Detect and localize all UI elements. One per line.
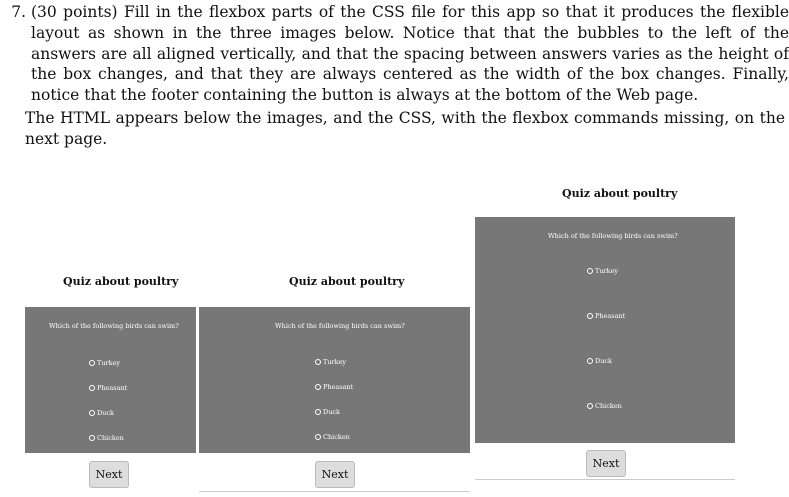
answer-option[interactable]: Duck	[315, 408, 340, 416]
answer-option[interactable]: Duck	[89, 409, 114, 417]
next-button[interactable]: Next	[586, 450, 626, 477]
answer-option[interactable]: Pheasant	[315, 383, 353, 391]
quiz-title: Quiz about poultry	[562, 187, 678, 200]
next-button[interactable]: Next	[89, 461, 129, 488]
radio-icon[interactable]	[315, 409, 321, 415]
radio-icon[interactable]	[89, 410, 95, 416]
answer-option[interactable]: Turkey	[315, 358, 346, 366]
answer-option[interactable]: Turkey	[89, 359, 120, 367]
next-button[interactable]: Next	[315, 461, 355, 488]
quiz-title: Quiz about poultry	[63, 275, 179, 288]
radio-icon[interactable]	[89, 435, 95, 441]
radio-icon[interactable]	[587, 313, 593, 319]
radio-icon[interactable]	[587, 358, 593, 364]
answer-option[interactable]: Chicken	[587, 402, 622, 410]
radio-icon[interactable]	[315, 384, 321, 390]
radio-icon[interactable]	[587, 268, 593, 274]
question-block	[0, 2, 789, 106]
answer-option[interactable]: Chicken	[315, 433, 350, 441]
quiz-prompt: Which of the following birds can swim?	[275, 322, 405, 330]
quiz-title: Quiz about poultry	[289, 275, 405, 288]
answer-option[interactable]: Pheasant	[587, 312, 625, 320]
question-paragraph-1: (30 points) Fill in the flexbox parts of the CSS file for this app so that it produces the flexible layout as shown in the three images below. Notice that that the bubbles to the left of the answers are all aligned vertically, and that the spacing between answers varies as the height of the box changes, and that they are always centered as the width of the box changes. Finally, notice that the footer containing the button is always at the bottom of the Web page.	[31, 3, 789, 105]
quiz-prompt: Which of the following birds can swim?	[49, 322, 179, 330]
radio-icon[interactable]	[315, 359, 321, 365]
question-paragraph-2: The HTML appears below the images, and the CSS, with the flexbox commands missing, on the next page.	[25, 109, 785, 148]
radio-icon[interactable]	[89, 360, 95, 366]
footer-divider	[475, 479, 735, 480]
answer-option[interactable]: Duck	[587, 357, 612, 365]
radio-icon[interactable]	[587, 403, 593, 409]
answer-option[interactable]: Pheasant	[89, 384, 127, 392]
answer-option[interactable]: Turkey	[587, 267, 618, 275]
answer-option[interactable]: Chicken	[89, 434, 124, 442]
radio-icon[interactable]	[315, 434, 321, 440]
footer-divider	[199, 491, 470, 492]
question-number: 7.	[11, 3, 26, 21]
quiz-prompt: Which of the following birds can swim?	[548, 232, 678, 240]
radio-icon[interactable]	[89, 385, 95, 391]
